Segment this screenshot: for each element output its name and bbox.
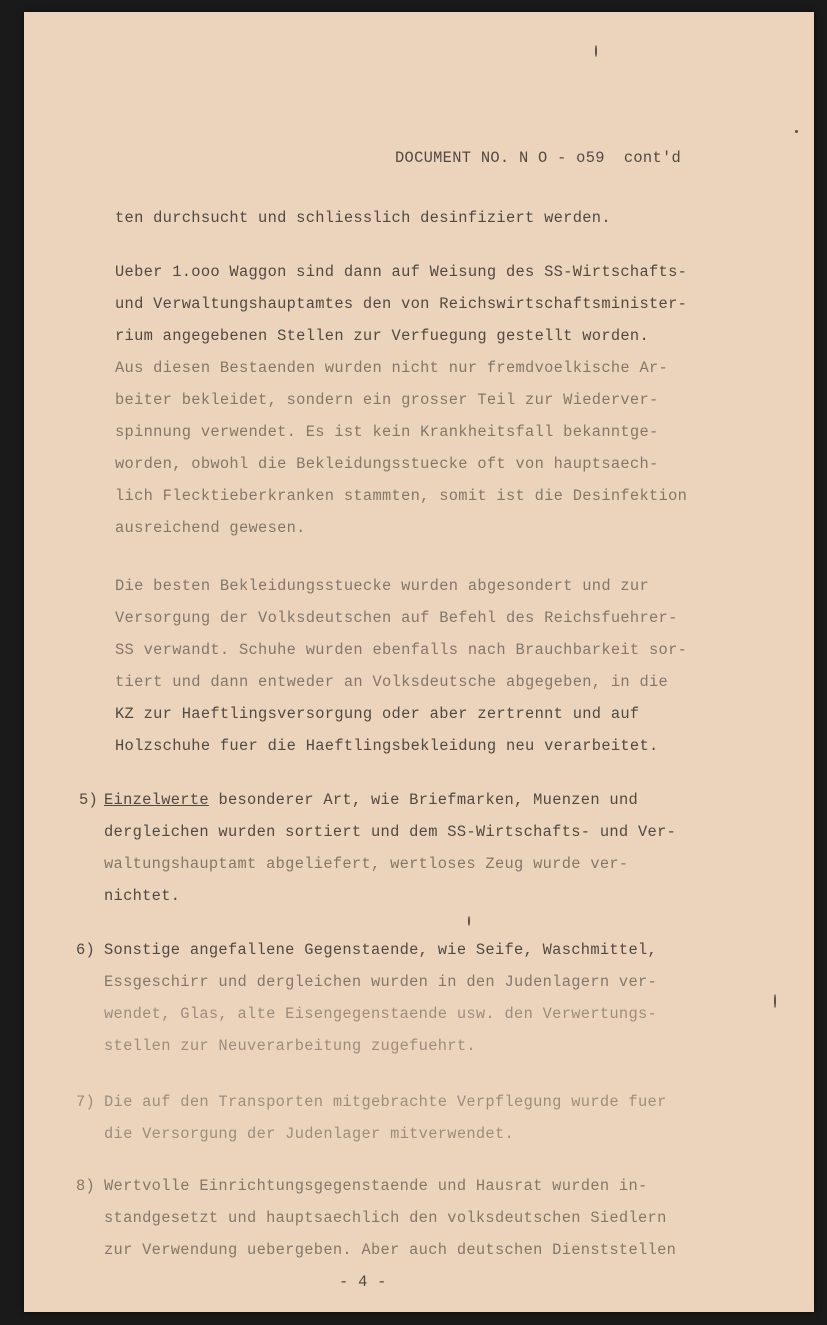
item-number: 5) <box>79 791 99 809</box>
item-number: 8) <box>76 1177 96 1195</box>
paper-speck <box>774 994 776 1008</box>
text-line: dergleichen wurden sortiert und dem SS-Wirtschafts- und Ver- <box>104 823 677 841</box>
text-line: Holzschuhe fuer die Haeftlingsbekleidung neu verarbeitet. <box>115 737 659 755</box>
text-line: Die besten Bekleidungsstuecke wurden abgesondert und zur <box>115 577 650 595</box>
text-line: KZ zur Haeftlingsversorgung oder aber zertrennt und auf <box>115 705 640 723</box>
text-line: stellen zur Neuverarbeitung zugefuehrt. <box>104 1037 476 1055</box>
text-line: zur Verwendung uebergeben. Aber auch deutschen Dienststellen <box>104 1241 677 1259</box>
text-line: Ueber 1.ooo Waggon sind dann auf Weisung des SS-Wirtschafts- <box>115 263 688 281</box>
text-line: Die auf den Transporten mitgebrachte Verpflegung wurde fuer <box>104 1093 667 1111</box>
text-line: tiert und dann entweder an Volksdeutsche abgegeben, in die <box>115 673 669 691</box>
text-line: SS verwandt. Schuhe wurden ebenfalls nach Brauchbarkeit sor- <box>115 641 688 659</box>
text-line: Versorgung der Volksdeutschen auf Befehl des Reichsfuehrer- <box>115 609 678 627</box>
text-line: standgesetzt und hauptsaechlich den volksdeutschen Siedlern <box>104 1209 667 1227</box>
text-line: worden, obwohl die Bekleidungsstuecke oft von hauptsaech- <box>115 455 659 473</box>
document-header: DOCUMENT NO. N O - o59 cont'd <box>395 149 682 167</box>
underlined-term: Einzelwerte <box>104 791 209 809</box>
text-line: Aus diesen Bestaenden wurden nicht nur fremdvoelkische Ar- <box>115 359 669 377</box>
text-line: spinnung verwendet. Es ist kein Krankheitsfall bekanntge- <box>115 423 659 441</box>
paper-speck <box>468 916 470 926</box>
text-line: waltungshauptamt abgeliefert, wertloses Zeug wurde ver- <box>104 855 629 873</box>
text-line: beiter bekleidet, sondern ein grosser Teil zur Wiederver- <box>115 391 659 409</box>
text-line: ausreichend gewesen. <box>115 519 306 537</box>
text-line: ten durchsucht und schliesslich desinfiziert werden. <box>115 209 611 227</box>
text-line: nichtet. <box>104 887 181 905</box>
text-line: rium angegebenen Stellen zur Verfuegung gestellt worden. <box>115 327 650 345</box>
text-line: Sonstige angefallene Gegenstaende, wie Seife, Waschmittel, <box>104 941 658 959</box>
item-number: 6) <box>76 941 96 959</box>
item-number: 7) <box>76 1093 96 1111</box>
paper-speck <box>595 45 597 57</box>
page-number: - 4 - <box>339 1273 387 1291</box>
text-line: Einzelwerte besonderer Art, wie Briefmarken, Muenzen und <box>104 791 639 809</box>
paper-speck <box>795 130 798 133</box>
text-line: die Versorgung der Judenlager mitverwendet. <box>104 1125 515 1143</box>
text-line: Wertvolle Einrichtungsgegenstaende und Hausrat wurden in- <box>104 1177 648 1195</box>
text-line: und Verwaltungshauptamtes den von Reichswirtschaftsminister- <box>115 295 688 313</box>
text-line: Essgeschirr und dergleichen wurden in den Judenlagern ver- <box>104 973 658 991</box>
document-page <box>24 12 814 1312</box>
text-line: lich Flecktieberkranken stammten, somit ist die Desinfektion <box>115 487 688 505</box>
text-line: wendet, Glas, alte Eisengegenstaende usw. den Verwertungs- <box>104 1005 658 1023</box>
